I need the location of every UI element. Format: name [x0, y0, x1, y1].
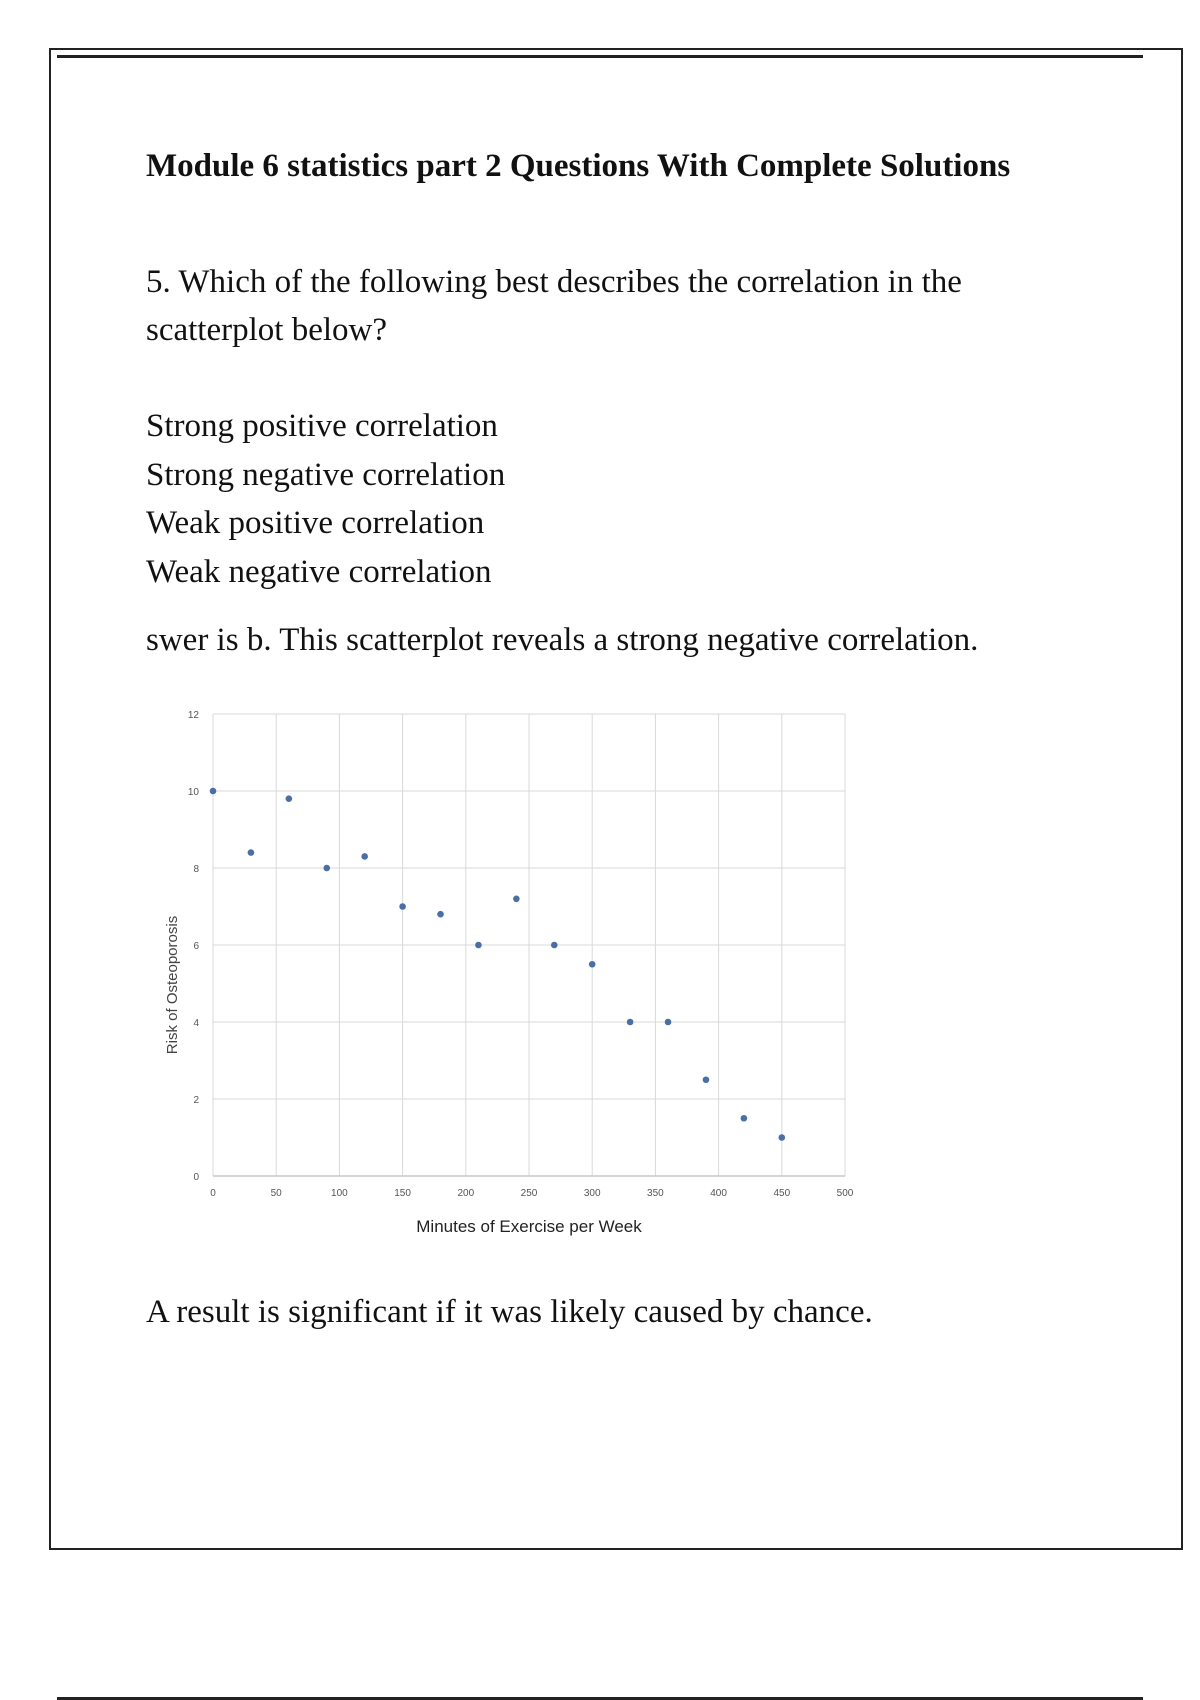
x-axis-label: Minutes of Exercise per Week: [416, 1217, 642, 1236]
answer-explanation: swer is b. This scatterplot reveals a strong negative correlation.: [146, 622, 979, 658]
data-point: [399, 903, 406, 910]
x-tick-label: 450: [773, 1188, 791, 1199]
data-point: [665, 1019, 672, 1026]
option-c: Weak positive correlation: [146, 505, 485, 541]
data-point: [741, 1115, 748, 1122]
y-axis-label: Risk of Osteoporosis: [164, 915, 181, 1055]
y-tick-label: 10: [187, 787, 199, 798]
option-a: Strong positive correlation: [146, 408, 498, 444]
data-point: [779, 1134, 786, 1141]
y-tick-label: 4: [193, 1018, 199, 1029]
x-tick-label: 150: [394, 1188, 411, 1199]
data-point: [551, 942, 558, 949]
y-tick-label: 0: [193, 1172, 199, 1183]
y-tick-label: 6: [193, 941, 199, 952]
option-d: Weak negative correlation: [146, 553, 492, 590]
data-point: [589, 961, 596, 968]
x-tick-label: 200: [457, 1188, 475, 1199]
y-tick-label: 8: [193, 864, 199, 875]
data-point: [323, 865, 330, 872]
x-tick-label: 50: [270, 1188, 282, 1199]
question-text: 5. Which of the following best describes the correlation in the scatterplot below?: [146, 264, 962, 348]
scatterplot-chart: [150, 700, 890, 1260]
x-tick-label: 0: [210, 1188, 216, 1199]
x-tick-label: 100: [331, 1188, 348, 1199]
answer-options: [146, 402, 505, 596]
data-point: [703, 1076, 710, 1083]
data-point: [437, 911, 444, 918]
x-tick-label: 300: [583, 1188, 601, 1199]
data-point: [248, 849, 255, 856]
data-point: [210, 788, 217, 795]
data-point: [475, 942, 482, 949]
data-point: [627, 1019, 634, 1026]
data-point: [513, 896, 520, 903]
chart-canvas: [150, 700, 890, 1260]
document-title: Module 6 statistics part 2 Questions With Complete Solutions: [146, 148, 1011, 184]
statement-text: A result is significant if it was likely caused by chance.: [146, 1294, 873, 1330]
x-tick-label: 350: [647, 1188, 664, 1199]
x-tick-label: 400: [710, 1188, 727, 1199]
y-tick-label: 2: [193, 1095, 199, 1106]
top-rule: [57, 55, 1143, 58]
x-tick-label: 500: [836, 1188, 854, 1199]
option-b: Strong negative correlation: [146, 456, 506, 493]
data-point: [286, 795, 293, 802]
x-tick-label: 250: [520, 1188, 538, 1199]
y-tick-label: 12: [187, 710, 199, 721]
data-point: [361, 853, 368, 860]
